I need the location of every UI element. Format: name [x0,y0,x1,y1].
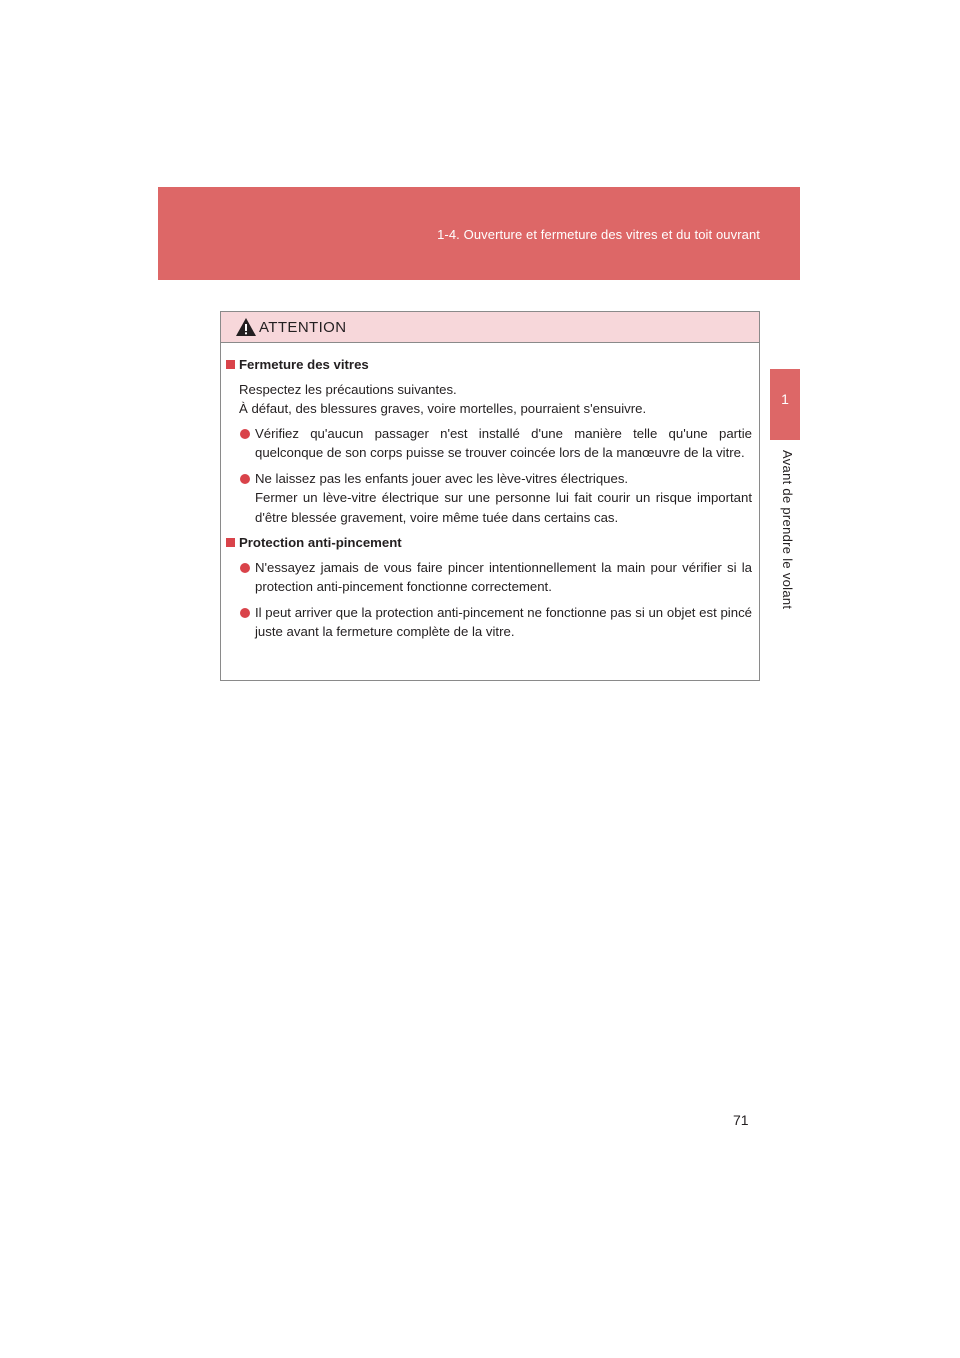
warning-triangle-icon [235,317,257,337]
bullet-item [225,424,752,463]
round-bullet-icon [240,563,250,573]
section-heading-window-closing: Fermeture des vitres [225,355,752,375]
round-bullet-icon [240,429,250,439]
intro-line: À défaut, des blessures graves, voire mortelles, pourraient s'ensuivre. [239,401,647,416]
chapter-number: 1 [781,391,789,407]
round-bullet-icon [240,608,250,618]
caution-box [220,311,760,681]
bullet-text: Vérifiez qu'aucun passager n'est installé d'une manière telle qu'une partie quelconque de son corps puisse se trouver coincée lors de la manœuvre de la vitre. [255,425,752,460]
caution-body [221,343,759,642]
caution-title: ATTENTION [259,319,347,336]
square-bullet-icon [226,538,235,547]
bullet-text: Il peut arriver que la protection anti-pincement ne fonctionne pas si un objet est pincé juste avant la fermeture complète de la vitre. [255,604,752,639]
bullet-continuation: Fermer un lève-vitre électrique sur une personne lui fait courir un risque important d'être blessée gravement, voire même tuée dans certains cas. [255,490,752,525]
round-bullet-icon [240,474,250,484]
intro-line: Respectez les précautions suivantes. [239,381,457,397]
page-number: 71 [733,1112,749,1128]
bullet-item [225,558,752,597]
bullet-text: N'essayez jamais de vous faire pincer intentionnellement la main pour vérifier si la protection anti-pincement fonctionne correctement. [255,559,752,594]
section-header-band [158,187,800,280]
chapter-label: Avant de prendre le volant [780,450,795,610]
section-title: 1-4. Ouverture et fermeture des vitres et du toit ouvrant [437,227,760,242]
bullet-item [225,603,752,642]
intro-paragraph [225,380,752,419]
section-heading-anti-pinch: Protection anti-pincement [225,533,752,553]
bullet-text: Ne laissez pas les enfants jouer avec les lève-vitres électriques. [255,470,629,486]
chapter-tab [770,369,800,440]
bullet-item [225,469,752,528]
caution-header [221,312,759,343]
square-bullet-icon [226,360,235,369]
